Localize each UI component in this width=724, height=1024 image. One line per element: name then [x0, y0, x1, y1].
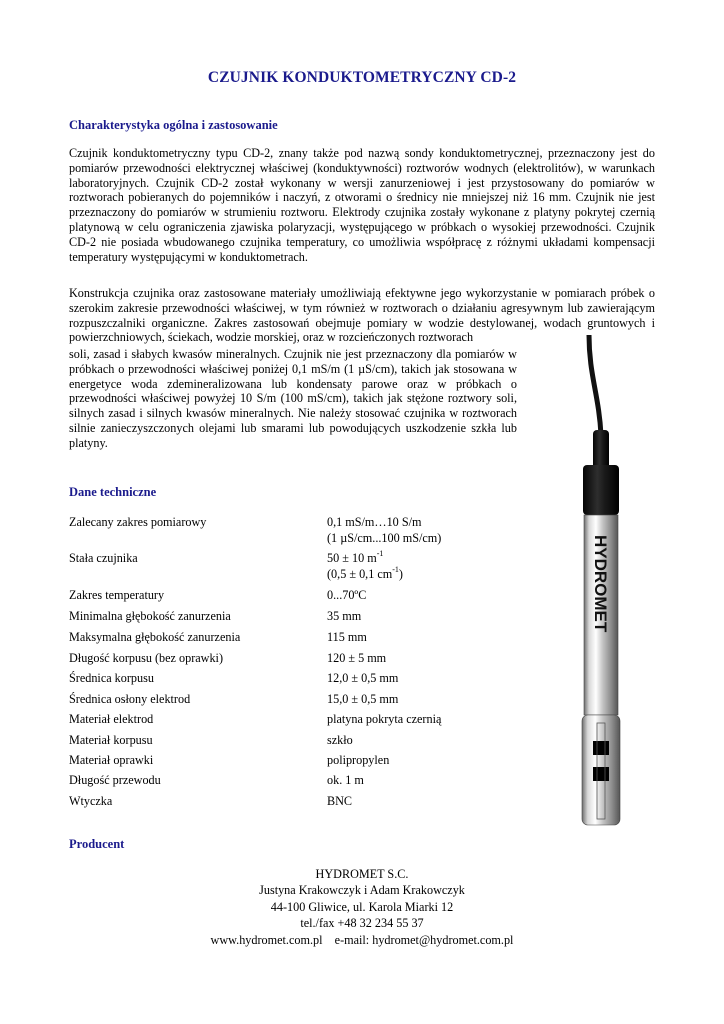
- spec-label: Długość korpusu (bez oprawki): [69, 651, 223, 665]
- spec-label: Zakres temperatury: [69, 588, 165, 602]
- producer-address: 44-100 Gliwice, ul. Karola Miarki 12: [270, 899, 454, 914]
- spec-value: [327, 548, 384, 566]
- spec-label: Zalecany zakres pomiarowy: [69, 515, 207, 529]
- producer-name: HYDROMET S.C.: [315, 867, 409, 881]
- producer-phone: tel./fax +48 32 234 55 37: [300, 916, 424, 931]
- description-paragraph-2-continued: soli, zasad i słabych kwasów mineralnych. Czujnik nie jest przeznaczony dla pomiarów w próbkach o przewodności właściwej poniżej 0,1 mS/m (1 µS/cm), takich jak stosowana w energetyce woda zdemineralizowana lub kondensaty parowe oraz w próbkach o przewodności właściwej powyżej 10 S/m (100 mS/cm), takich jak stężone roztwory soli, silnych zasad i silnych kwasów mineralnych. Nie należy stosować czujnika w roztworach silnie zanieczyszczonych olejami lub smarami lub powodujących uszkodzenie szkła lub platyny.: [69, 347, 517, 450]
- spec-label: Wtyczka: [69, 794, 113, 808]
- spec-label: Stała czujnika: [69, 551, 138, 565]
- spec-label: Średnica osłony elektrod: [69, 692, 191, 706]
- page-title: CZUJNIK KONDUKTOMETRYCZNY CD-2: [207, 69, 517, 86]
- spec-value: BNC: [327, 794, 353, 808]
- sensor-cable: [589, 335, 601, 435]
- sensor-brand-label: HYDROMET: [591, 535, 610, 633]
- spec-value-secondary: [327, 564, 403, 582]
- spec-value: 12,0 ± 0,5 mm: [327, 671, 399, 685]
- section-heading-technical: Dane techniczne: [69, 485, 157, 499]
- producer-contact-line: [0, 932, 724, 948]
- spec-label: Długość przewodu: [69, 773, 161, 787]
- spec-label: Materiał korpusu: [69, 733, 153, 747]
- producer-block: [0, 866, 724, 948]
- spec-value-secondary-end: ): [398, 567, 403, 581]
- spec-label: Średnica korpusu: [69, 671, 154, 685]
- sensor-electrode-lower: [593, 767, 609, 781]
- spec-value: platyna pokryta czernią: [327, 712, 442, 726]
- spec-value: 15,0 ± 0,5 mm: [327, 692, 399, 706]
- spec-value: 0,1 mS/m…10 S/m: [327, 515, 422, 529]
- producer-email-link[interactable]: e-mail: hydromet@hydromet.com.pl: [334, 932, 514, 947]
- spec-label: Maksymalna głębokość zanurzenia: [69, 630, 241, 644]
- producer-owners: Justyna Krakowczyk i Adam Krakowczyk: [259, 883, 465, 898]
- spec-value-exponent: -1: [376, 548, 384, 558]
- section-heading-general: Charakterystyka ogólna i zastosowanie: [69, 118, 278, 132]
- spec-label: Minimalna głębokość zanurzenia: [69, 609, 231, 623]
- sensor-electrode-upper: [593, 741, 609, 755]
- spec-value: 0...70ºC: [327, 588, 367, 602]
- spec-value: 115 mm: [327, 630, 367, 644]
- spec-value-secondary-exponent: -1: [392, 564, 399, 574]
- spec-value-main: 50 ± 10 m: [327, 551, 377, 565]
- spec-value-secondary: (1 µS/cm...100 mS/cm): [327, 531, 442, 545]
- spec-value: ok. 1 m: [327, 773, 364, 787]
- sensor-strain-relief: [593, 430, 609, 470]
- description-paragraph-2: Konstrukcja czujnika oraz zastosowane materiały umożliwiają efektywne jego wykorzystanie w pomiarach próbek o szerokim zakresie przewodności właściwej, w tym również w roztworach o działaniu agresywnym lub zawierającym rozpuszczalniki organiczne. Zakres zastosowań obejmuje pomiary w wodzie destylowanej, wodach gruntowych i powierzchniowych, ściekach, wodzie morskiej, oraz w rozcieńczonych roztworach: [69, 286, 655, 345]
- spec-label: Materiał oprawki: [69, 753, 154, 767]
- spec-value: 120 ± 5 mm: [327, 651, 387, 665]
- spec-value: polipropylen: [327, 753, 390, 767]
- spec-value-secondary-main: (0,5 ± 0,1 cm: [327, 567, 393, 581]
- spec-value: 35 mm: [327, 609, 362, 623]
- description-paragraph-1: Czujnik konduktometryczny typu CD-2, znany także pod nazwą sondy konduktometrycznej, przeznaczony jest do pomiarów przewodności elektrycznej właściwej (konduktywności) roztworów wodnych (elektrolitów), w warunkach laboratoryjnych. Czujnik CD-2 został wykonany w wersji zanurzeniowej i jest przystosowany do pomiarów w roztworach pobieranych do pojemników i naczyń, z otworami o średnicy nie mniejszej niż 16 mm. Czujnik nie jest przeznaczony do pomiarów w strumieniu roztworu. Elektrody czujnika zostały wykonane z platyny pokrytej czernią platynową w celu ograniczenia zjawiska polaryzacji, występującego w próbkach o wysokiej przewodności. Czujnik CD-2 nie posiada wbudowanego czujnika temperatury, co umożliwia współpracę z różnymi układami kompensacji temperatury występującymi w konduktometrach.: [69, 146, 655, 264]
- sensor-image: [555, 335, 645, 835]
- section-heading-producer: Producent: [69, 837, 125, 851]
- producer-website-link[interactable]: www.hydromet.com.pl: [210, 932, 323, 947]
- spec-label: Materiał elektrod: [69, 712, 154, 726]
- sensor-cap: [583, 465, 619, 515]
- spec-value: szkło: [327, 733, 353, 747]
